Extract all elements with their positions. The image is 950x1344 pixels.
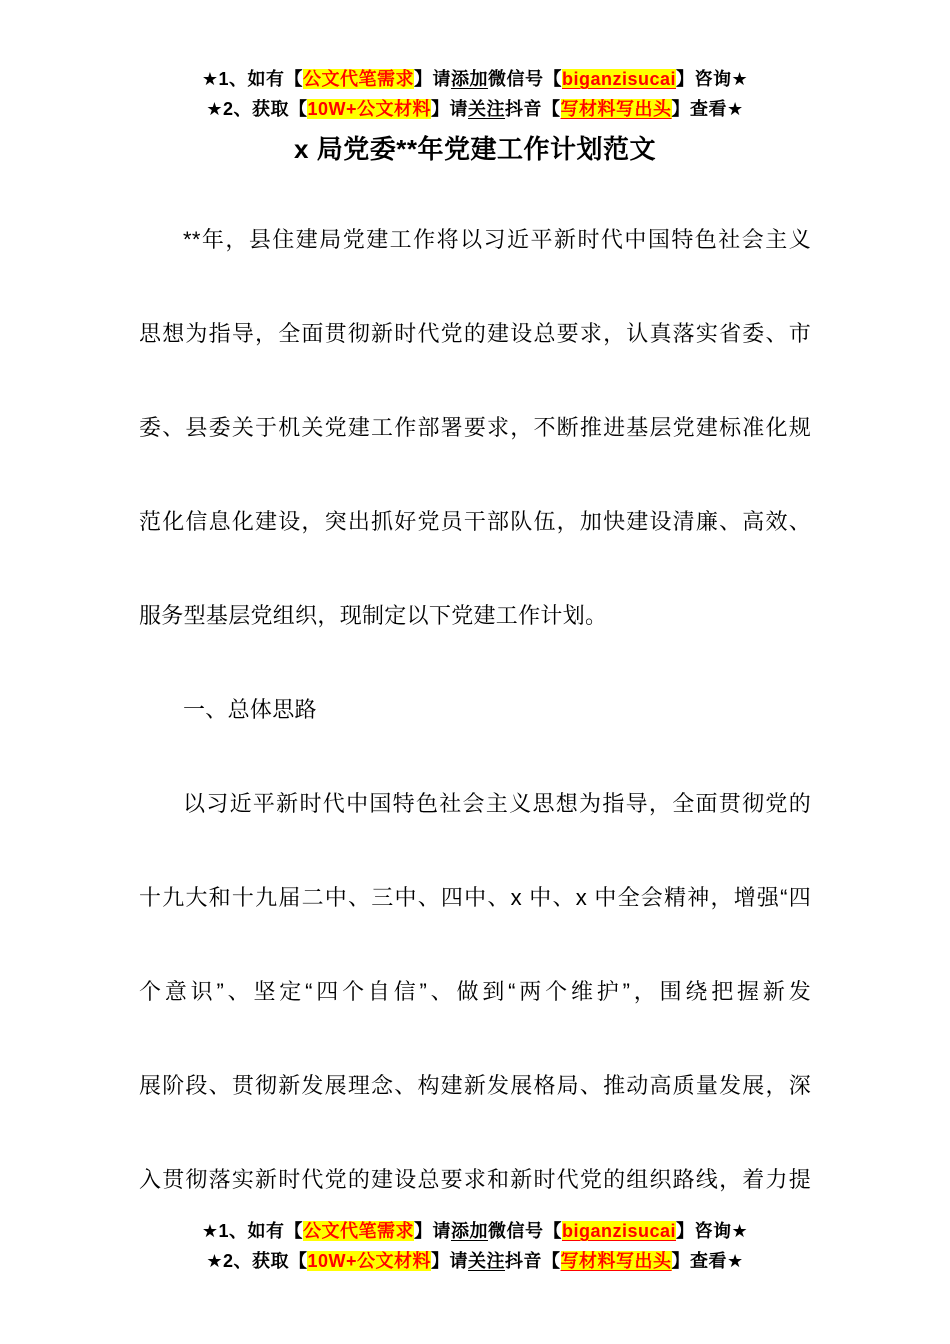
promo-segment: biganzisucai	[561, 69, 677, 89]
promo-segment: ★1、如有【	[201, 69, 303, 89]
promo-line	[0, 1216, 950, 1246]
promo-segment: 微信号【	[487, 69, 562, 89]
promo-segment: 公文代笔需求	[302, 69, 414, 89]
promo-segment: ★2、获取【	[206, 99, 308, 119]
promo-segment: 公文代笔需求	[302, 1221, 414, 1241]
promo-segment: 】请	[413, 1221, 451, 1241]
body-paragraph	[139, 757, 811, 1227]
promo-segment: 】请	[431, 1251, 469, 1271]
text-line: 入贯彻落实新时代党的建设总要求和新时代党的组织路线，着力提	[139, 1167, 811, 1192]
text-line: 思想为指导，全面贯彻新时代党的建设总要求，认真落实省委、市	[139, 321, 811, 346]
promo-segment: biganzisucai	[561, 1221, 677, 1241]
text-line: **年，县住建局党建工作将以习近平新时代中国特色社会主义	[183, 227, 811, 252]
promo-line	[0, 1246, 950, 1276]
text-line: 展阶段、贯彻新发展理念、构建新发展格局、推动高质量发展，深	[139, 1073, 811, 1098]
promo-segment: 关注	[468, 1251, 506, 1271]
promo-segment: 】查看★	[671, 99, 744, 119]
promo-segment: 微信号【	[487, 1221, 562, 1241]
promo-segment: ★2、获取【	[206, 1251, 308, 1271]
text-line: 以习近平新时代中国特色社会主义思想为指导，全面贯彻党的	[183, 791, 811, 816]
promo-segment: 】请	[413, 69, 451, 89]
promo-segment: 10W+公文材料	[307, 1251, 432, 1271]
text-line: 一、总体思路	[183, 697, 317, 722]
document-body	[139, 193, 811, 1227]
promo-segment: 添加	[450, 1221, 488, 1241]
footer-promo-banner	[0, 1216, 950, 1276]
text-line: 服务型基层党组织，现制定以下党建工作计划。	[139, 603, 608, 628]
promo-line	[0, 94, 950, 124]
promo-segment: 写材料写出头	[560, 99, 672, 119]
promo-segment: 抖音【	[505, 1251, 561, 1271]
promo-segment: ★1、如有【	[201, 1221, 303, 1241]
text-line: 十九大和十九届二中、三中、四中、x 中、x 中全会精神，增强“四	[139, 885, 811, 910]
document-title: x 局党委**年党建工作计划范文	[294, 134, 656, 164]
text-line: 委、县委关于机关党建工作部署要求，不断推进基层党建标准化规	[139, 415, 811, 440]
promo-line	[0, 64, 950, 94]
promo-segment: 10W+公文材料	[307, 99, 432, 119]
promo-segment: 添加	[450, 69, 488, 89]
promo-segment: 】请	[431, 99, 469, 119]
text-line: 个意识”、坚定“四个自信”、做到“两个维护”，围绕把握新发	[139, 979, 811, 1004]
promo-segment: 】查看★	[671, 1251, 744, 1271]
text-line: 范化信息化建设，突出抓好党员干部队伍，加快建设清廉、高效、	[139, 509, 811, 534]
body-paragraph	[139, 193, 811, 663]
header-promo-banner	[0, 0, 950, 124]
promo-segment: 】咨询★	[676, 69, 749, 89]
promo-segment: 关注	[468, 99, 506, 119]
section-heading	[139, 663, 811, 757]
promo-segment: 】咨询★	[676, 1221, 749, 1241]
promo-segment: 抖音【	[505, 99, 561, 119]
promo-segment: 写材料写出头	[560, 1251, 672, 1271]
